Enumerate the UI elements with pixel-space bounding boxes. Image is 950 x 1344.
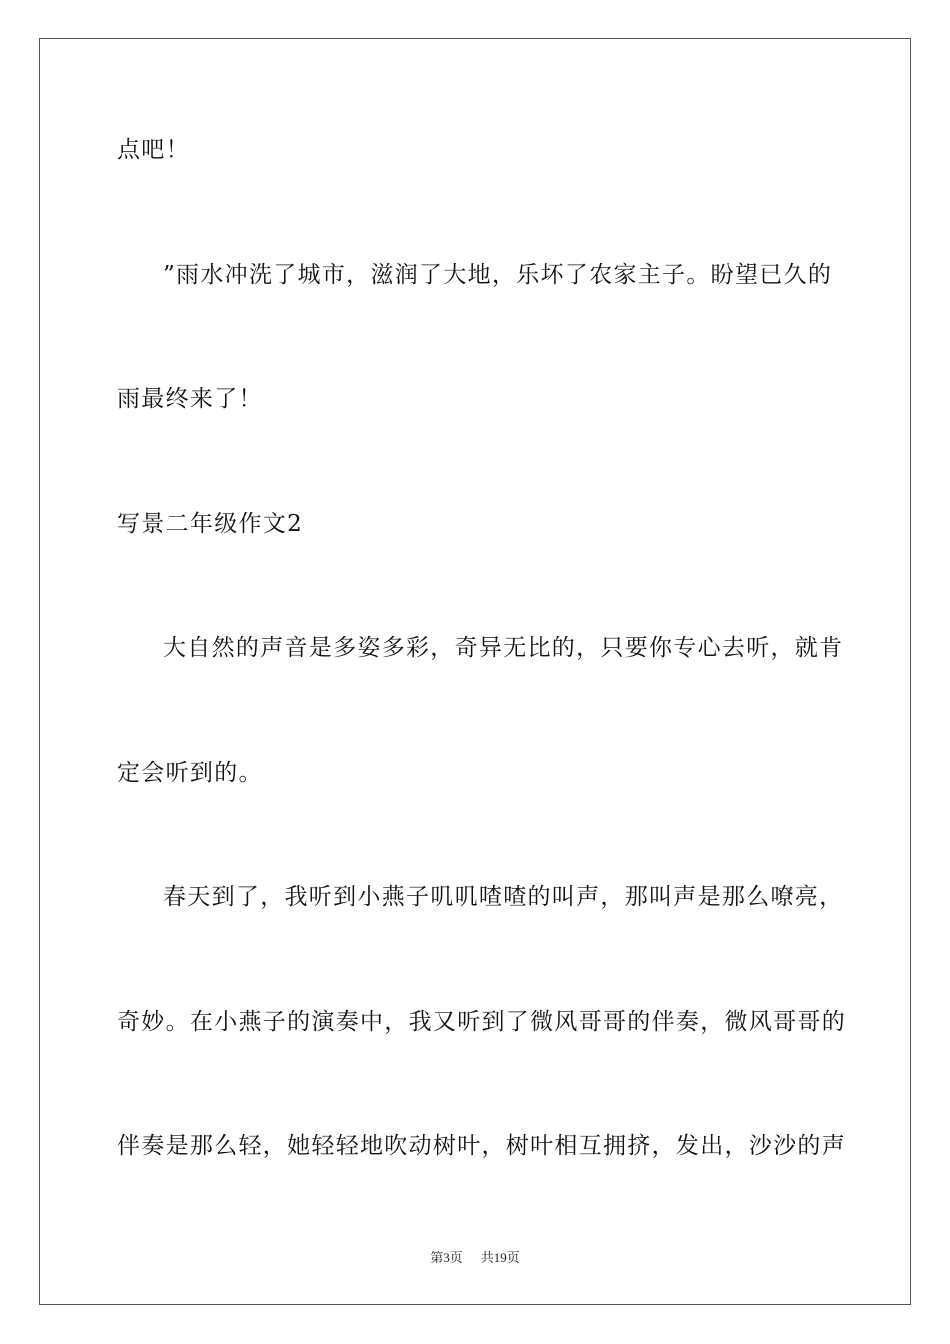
section-heading: 写景二年级作文2 [117, 511, 304, 537]
text-line-6: 定会听到的。 [117, 760, 263, 786]
page-border [39, 38, 911, 1305]
text-line-2: ”雨水冲洗了城市，滋润了大地，乐坏了农家主子。盼望已久的 [163, 262, 833, 288]
text-line-1: 点吧！ [117, 137, 190, 163]
page-number: 第3页 [430, 1250, 463, 1265]
page-total: 共19页 [480, 1250, 520, 1265]
text-line-5: 大自然的声音是多姿多彩，奇异无比的，只要你专心去听，就肯 [163, 635, 844, 661]
page-footer [0, 1247, 950, 1266]
text-line-7: 春天到了，我听到小燕子叽叽喳喳的叫声，那叫声是那么嘹亮， [163, 884, 844, 910]
text-line-9: 伴奏是那么轻，她轻轻地吹动树叶，树叶相互拥挤，发出，沙沙的声 [117, 1133, 846, 1159]
text-line-8: 奇妙。在小燕子的演奏中，我又听到了微风哥哥的伴奏，微风哥哥的 [117, 1009, 846, 1035]
text-line-3: 雨最终来了！ [117, 386, 263, 412]
